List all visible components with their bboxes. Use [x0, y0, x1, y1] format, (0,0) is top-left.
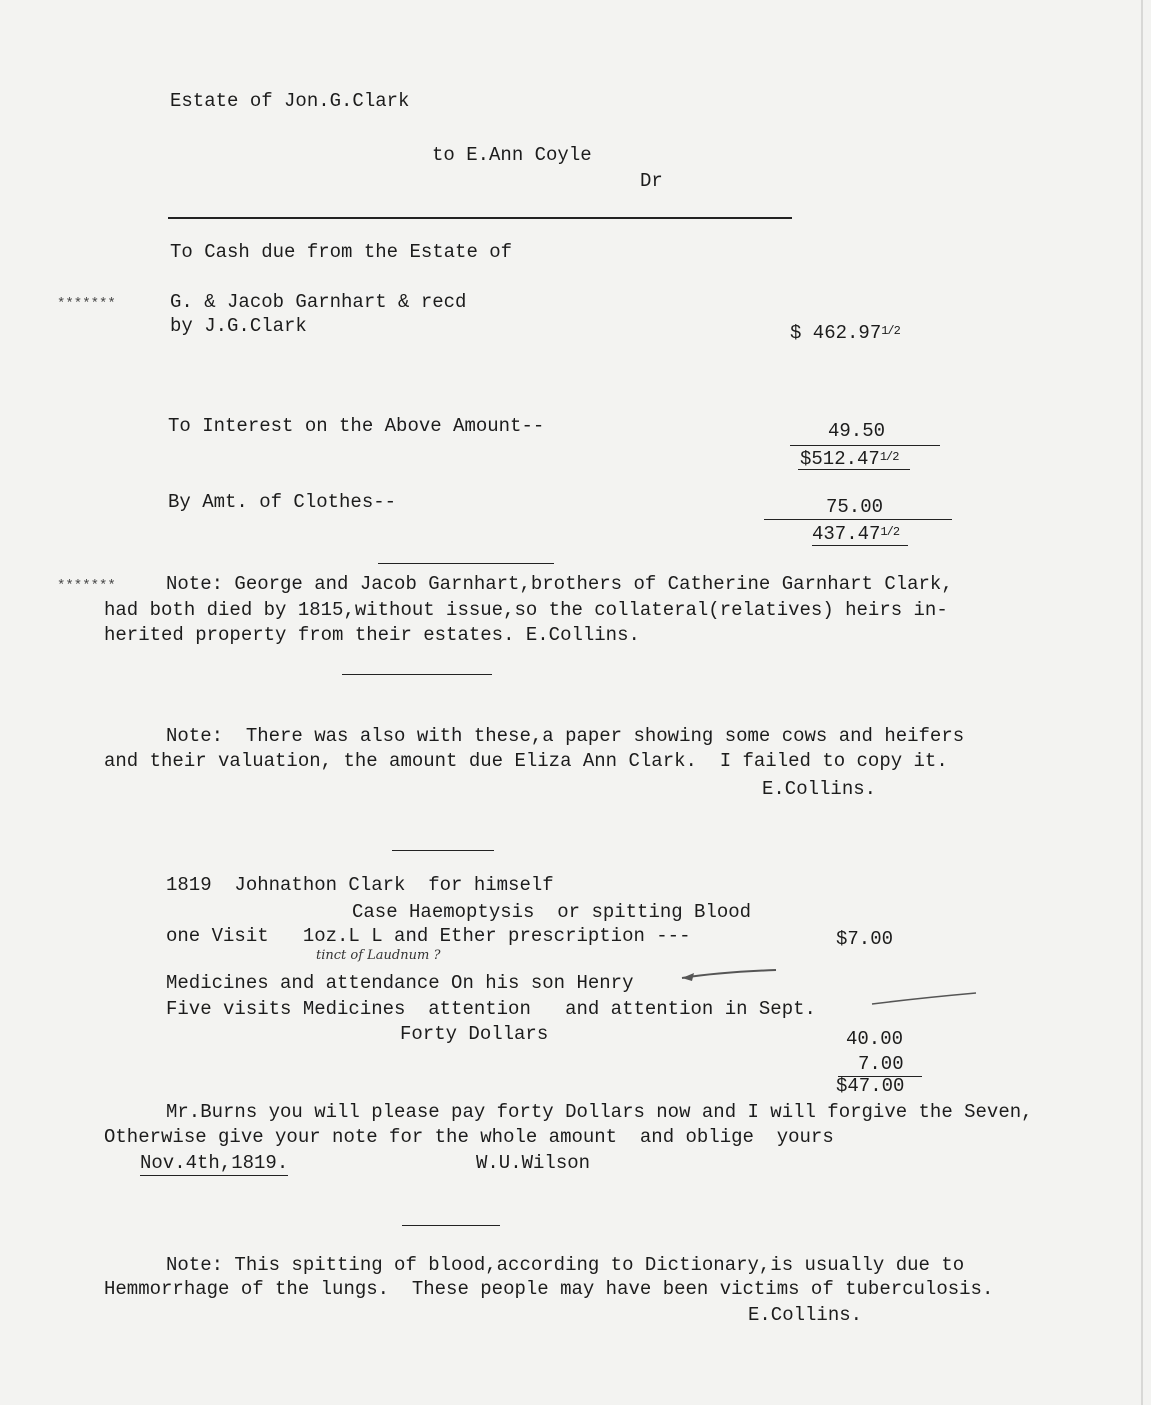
- page-edge: [1141, 0, 1143, 1405]
- separator-3: [402, 1225, 500, 1226]
- note1-overline: [378, 563, 554, 564]
- note2-line1: Note: There was also with these,a paper showing some cows and heifers: [166, 725, 965, 747]
- amount-clothes: 75.00: [826, 496, 884, 518]
- to-line: to E.Ann Coyle: [432, 144, 592, 166]
- request-line1: Mr.Burns you will please pay forty Dollars now and I will forgive the Seven,: [166, 1101, 1033, 1123]
- bill-line3: one Visit 1oz.L L and Ether prescription ---: [166, 925, 691, 947]
- bill-line2: Case Haemoptysis or spitting Blood: [352, 901, 752, 923]
- amount-total: $437.47^{1/2}$: [812, 523, 900, 545]
- bill-date: Nov.4th,1819.: [140, 1152, 289, 1174]
- note1-line1: Note: George and Jacob Garnhart,brothers of Catherine Garnhart Clark,: [166, 573, 953, 595]
- clothes-label: By Amt. of Clothes--: [168, 491, 397, 513]
- interest-label: To Interest on the Above Amount--: [168, 415, 545, 437]
- bill-amount-visit: $7.00: [836, 928, 894, 950]
- handwritten-annotation: tinct of Laudnum ?: [316, 948, 441, 963]
- bill-line6: Forty Dollars: [400, 1023, 549, 1045]
- note3-line1: Note: This spitting of blood,according to Dictionary,is usually due to: [166, 1254, 965, 1276]
- pencil-arrow-icon: [680, 968, 780, 984]
- note3-line2: Hemmorrhage of the lungs. These people may have been victims of tuberculosis.: [104, 1278, 994, 1300]
- amount-subtotal: $\$512.47^{1/2}$: [800, 448, 899, 470]
- total-rule: [812, 545, 908, 546]
- pencil-stroke-icon: [870, 990, 980, 1010]
- bill-amount-total: $47.00: [836, 1075, 905, 1097]
- bill-line1: 1819 Johnathon Clark for himself: [166, 874, 554, 896]
- bill-line4: Medicines and attendance On his son Henry: [166, 972, 634, 994]
- subtotal-rule: [798, 469, 910, 470]
- request-line2: Otherwise give your note for the whole amount and oblige yours: [104, 1126, 834, 1148]
- cash-due-line: To Cash due from the Estate of: [170, 241, 513, 263]
- note3-signature: E.Collins.: [748, 1304, 863, 1326]
- garnhart-line: G. & Jacob Garnhart & recd: [170, 291, 467, 313]
- recd-by-line: by J.G.Clark: [170, 315, 307, 337]
- bill-amount-a: 40.00: [846, 1028, 904, 1050]
- note2-signature: E.Collins.: [762, 778, 877, 800]
- note1-marker: *******: [57, 578, 116, 594]
- marker-asterisks: *******: [57, 296, 116, 312]
- note1-line3: herited property from their estates. E.Collins.: [104, 624, 640, 646]
- amount-cash: $ $462.97^{1/2}$: [790, 322, 900, 344]
- note1-line2: had both died by 1815,without issue,so the collateral(relatives) heirs in-: [104, 599, 948, 621]
- bill-amount-b: 7.00: [858, 1053, 904, 1075]
- amount-interest: 49.50: [828, 420, 886, 442]
- bill-line5: Five visits Medicines attention and attention in Sept.: [166, 998, 816, 1020]
- note2-line2: and their valuation, the amount due Eliza Ann Clark. I failed to copy it.: [104, 750, 948, 772]
- header-rule: [168, 217, 792, 219]
- estate-line: Estate of Jon.G.Clark: [170, 90, 410, 112]
- clothes-rule: [764, 519, 952, 520]
- bill-signer: W.U.Wilson: [476, 1152, 591, 1174]
- dr-label: Dr: [640, 170, 663, 192]
- separator-1: [342, 674, 492, 675]
- separator-2: [392, 850, 494, 851]
